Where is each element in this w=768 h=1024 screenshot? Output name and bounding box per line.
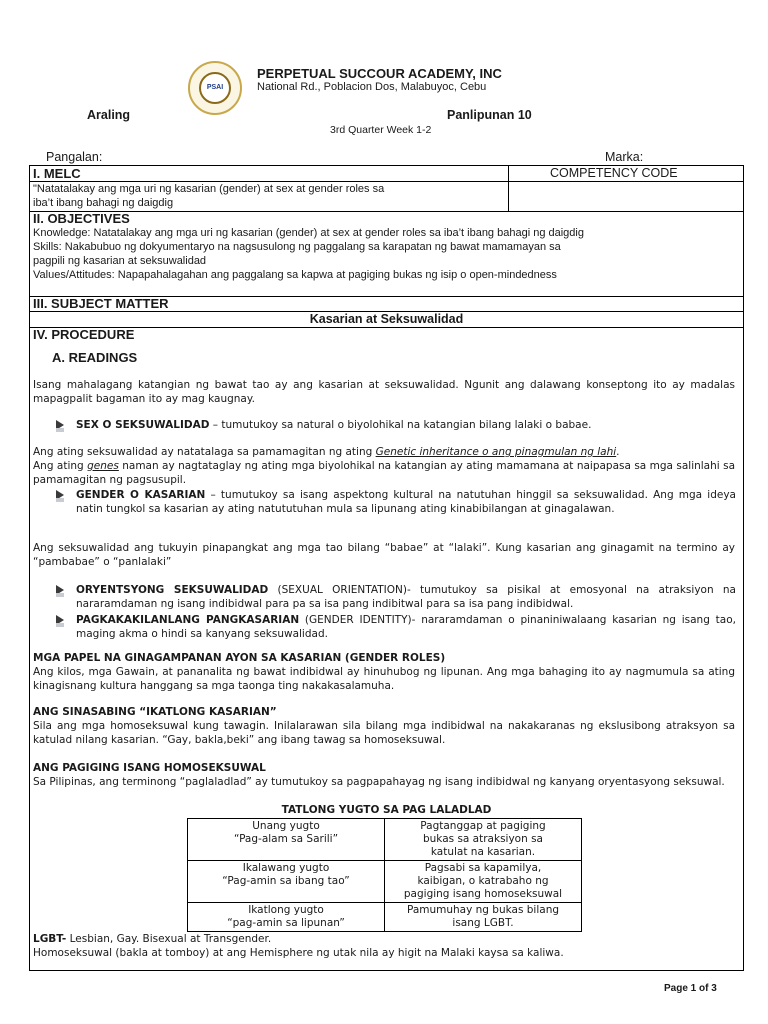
genes-link: genes bbox=[87, 460, 119, 472]
gender-text: – tumutukoy sa isang aspektong kultural na natutuhan hinggil sa seksuwalidad. Ang mga ideya natin tungkol sa kasarian ay ating natututuhan mula sa lipunang ating kinabibilangan at ginagalawan. bbox=[76, 489, 736, 515]
objective-values: Values/Attitudes: Napapahalagahan ang paggalang sa kapwa at pagiging bukas ng isip o open-mindedness bbox=[33, 269, 557, 281]
genetic-paragraph bbox=[33, 445, 620, 459]
objective-skills-line-1: Skills: Nakabubuo ng dokyumentaryo na nagsusulong ng paggalang sa karapatan ng bawat mamamayan sa bbox=[33, 241, 561, 253]
melc-text-line-2: iba’t ibang bahagi ng daigdig bbox=[33, 197, 174, 209]
school-seal bbox=[188, 61, 242, 115]
melc-heading: I. MELC bbox=[33, 166, 81, 181]
divider bbox=[508, 166, 509, 211]
lgbt-text: Lesbian, Gay. Bisexual at Transgender. bbox=[66, 933, 272, 945]
table-cell: Pagtanggap at pagiging bukas sa atraksiyon sa katulat na kasarian. bbox=[385, 819, 582, 861]
subject-matter-topic: Kasarian at Seksuwalidad bbox=[309, 312, 464, 326]
gender-term: GENDER O KASARIAN bbox=[76, 489, 206, 501]
lgbt-term: LGBT- bbox=[33, 933, 67, 945]
table-row bbox=[188, 819, 582, 861]
gender-roles-heading: MGA PAPEL NA GINAGAMPANAN AYON SA KASARIAN (GENDER ROLES) bbox=[33, 652, 446, 664]
stages-table bbox=[187, 818, 582, 932]
genetic-text: Ang ating seksuwalidad ay natatalaga sa pamamagitan ng ating bbox=[33, 446, 376, 458]
genetic-link: Genetic inheritance o ang pinagmulan ng lahi bbox=[375, 446, 617, 458]
homosexual-heading: ANG PAGIGING ISANG HOMOSEKSUWAL bbox=[33, 762, 266, 774]
genes-text: Ang ating bbox=[33, 460, 88, 472]
sex-term: SEX O SEKSUWALIDAD bbox=[76, 419, 210, 431]
gender-roles-text: Ang kilos, mga Gawain, at pananalita ng bawat indibidwal ay hinuhubog ng lipunan. Ang mga bahaging ito ay nagmumula sa ating kinagisnang kultura hanggang sa mga taonga ting nakakasalamuha. bbox=[33, 666, 735, 692]
procedure-heading: IV. PROCEDURE bbox=[33, 327, 135, 342]
gender-definition bbox=[76, 488, 736, 516]
table-cell: Unang yugto “Pag-alam sa Sarili” bbox=[188, 819, 385, 861]
divider bbox=[30, 327, 743, 328]
name-label: Pangalan: bbox=[46, 150, 103, 164]
bullet-icon bbox=[56, 490, 64, 500]
school-seal-text: PSAI bbox=[199, 72, 231, 104]
school-name: PERPETUAL SUCCOUR ACADEMY, INC bbox=[257, 66, 502, 81]
subject-right: Panlipunan 10 bbox=[447, 108, 532, 122]
orientation-term: ORYENTSYONG SEKSUWALIDAD bbox=[76, 584, 269, 596]
third-gender-text: Sila ang mga homoseksuwal kung tawagin. Inilalarawan sila bilang mga indibidwal na nakakaranas ng ekslusibong atraksyon sa katulad nilang kasarian. “Gay, bakla,beki” ang ibang tawag sa homoseksuwal. bbox=[33, 720, 735, 746]
genes-paragraph bbox=[33, 459, 735, 487]
intro-paragraph: Isang mahalagang katangian ng bawat tao ay ang kasarian at seksuwalidad. Ngunit ang dalawang konseptong ito ay madalas mapagpalit bagaman ito ay mag kaugnay. bbox=[33, 379, 735, 405]
module-frame bbox=[29, 165, 744, 971]
orientation-definition bbox=[76, 583, 736, 611]
homosexual-text: Sa Pilipinas, ang terminong “paglaladlad” ay tumutukoy sa pagpapahayag ng isang indibidwal ng kanyang oryentasyong seksuwal. bbox=[33, 776, 725, 788]
school-address: National Rd., Poblacion Dos, Malabuyoc, Cebu bbox=[257, 81, 487, 93]
lgbt-definition bbox=[33, 932, 271, 946]
table-row bbox=[188, 903, 582, 932]
subject-matter-heading: III. SUBJECT MATTER bbox=[33, 296, 169, 311]
sex-text: – tumutukoy sa natural o biyolohikal na katangian bilang lalaki o babae. bbox=[209, 419, 592, 431]
orientation-text: (SEXUAL ORIENTATION)- tumutukoy sa pisikal at emosyonal na atraksiyon na nararamdaman ng isang indibidwal para pa sa isa pang indibitwal para sa isa pang indibidwal. bbox=[76, 584, 736, 610]
identity-term: PAGKAKAKILANLANG PANGKASARIAN bbox=[76, 614, 300, 626]
objective-skills-line-2: pagpili ng kasarian at seksuwalidad bbox=[33, 255, 207, 267]
bullet-icon bbox=[56, 420, 64, 430]
sex-definition bbox=[76, 418, 591, 432]
tukuyin-paragraph: Ang seksuwalidad ang tukuyin pinapangkat ang mga tao bilang “babae” at “lalaki”. Kung kasarian ang ginagamit na termino ay “pambabae” o “panlalaki” bbox=[33, 542, 735, 568]
score-label: Marka: bbox=[605, 150, 644, 164]
stages-title: TATLONG YUGTO SA PAG LALADLAD bbox=[281, 804, 492, 816]
bullet-icon bbox=[56, 615, 64, 625]
bullet-icon bbox=[56, 585, 64, 595]
objectives-heading: II. OBJECTIVES bbox=[33, 211, 130, 226]
table-cell: Pamumuhay ng bukas bilang isang LGBT. bbox=[385, 903, 582, 932]
identity-text: (GENDER IDENTITY)- nararamdaman o pinaniniwalaang kasarian ng isang tao, maging akma o hindi sa kanyang seksuwalidad. bbox=[76, 614, 736, 640]
genes-text-2: naman ay nagtataglay ng ating mga biyolohikal na katangian ay ating mamamana at naipapasa sa mga salinlahi sa pamamagitan ng pagsusupil. bbox=[33, 460, 736, 486]
third-gender-heading: ANG SINASABING “IKATLONG KASARIAN” bbox=[33, 706, 277, 718]
genetic-end: . bbox=[616, 446, 620, 458]
divider bbox=[30, 211, 743, 212]
readings-heading: A. READINGS bbox=[52, 350, 138, 365]
table-cell: Ikalawang yugto “Pag-amin sa ibang tao” bbox=[188, 861, 385, 903]
quarter-label: 3rd Quarter Week 1-2 bbox=[330, 124, 432, 136]
competency-code-label: COMPETENCY CODE bbox=[550, 166, 678, 180]
hemisphere-text: Homoseksuwal (bakla at tomboy) at ang Hemisphere ng utak nila ay higit na Malaki kaysa sa kaliwa. bbox=[33, 947, 564, 959]
melc-text-line-1: "Natatalakay ang mga uri ng kasarian (gender) at sex at gender roles sa bbox=[33, 183, 385, 195]
objective-knowledge: Knowledge: Natatalakay ang mga uri ng kasarian (gender) at sex at gender roles sa iba’t ibang bahagi ng daigdig bbox=[33, 227, 584, 239]
subject-left: Araling bbox=[87, 108, 131, 122]
identity-definition bbox=[76, 613, 736, 641]
table-cell: Ikatlong yugto “pag-amin sa lipunan” bbox=[188, 903, 385, 932]
page-number: Page 1 of 3 bbox=[664, 983, 717, 994]
table-cell: Pagsabi sa kapamilya, kaibigan, o katrabaho ng pagiging isang homoseksuwal bbox=[385, 861, 582, 903]
table-row bbox=[188, 861, 582, 903]
